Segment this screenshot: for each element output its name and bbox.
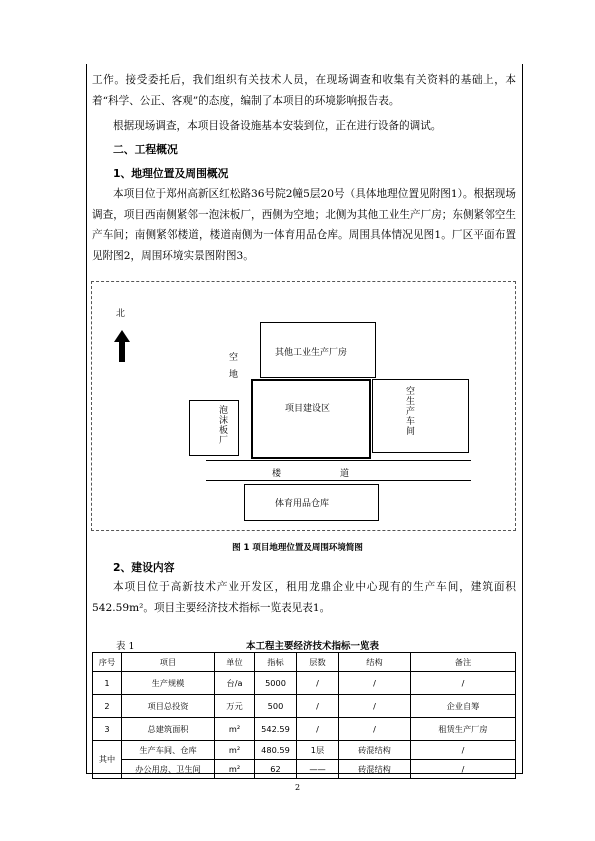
spec-table xyxy=(92,652,516,779)
other-factory-label: 其他工业生产厂房 xyxy=(275,348,348,358)
build-paragraph: 本项目位于高新技术产业开发区，租用龙鼎企业中心现有的生产车间，建筑面积542.59m²。项目主要经济技术指标一览表见表1。 xyxy=(92,581,516,614)
table-cell: 总建筑面积 xyxy=(122,718,215,741)
table-row xyxy=(93,695,516,718)
table-cell: m² xyxy=(215,718,255,741)
table-cell: / xyxy=(411,741,516,760)
table-cell: —— xyxy=(297,760,339,779)
table-cell: 1层 xyxy=(297,741,339,760)
corridor-label-b: 道 xyxy=(340,469,350,479)
project-area-box xyxy=(251,379,371,459)
page-number: 2 xyxy=(294,783,301,792)
sub-label-cell: 其中 xyxy=(93,741,122,779)
table-cell: / xyxy=(339,718,411,741)
site-map xyxy=(91,281,516,531)
table-cell: 砖混结构 xyxy=(339,741,411,760)
corridor-label-a: 楼 xyxy=(272,469,282,479)
header-cell: 项目 xyxy=(122,653,215,672)
table-cell: / xyxy=(411,760,516,779)
table-cell: / xyxy=(297,672,339,695)
table-row xyxy=(93,718,516,741)
table-cell: 500 xyxy=(255,695,297,718)
empty-workshop-label: 空生产车间 xyxy=(404,386,414,436)
header-cell: 序号 xyxy=(93,653,122,672)
other-factory-box xyxy=(260,322,376,378)
header-cell: 层数 xyxy=(297,653,339,672)
table-cell: 1 xyxy=(93,672,122,695)
table-cell: / xyxy=(339,695,411,718)
table-header-row xyxy=(93,653,516,672)
table-cell: 62 xyxy=(255,760,297,779)
table-cell: 5000 xyxy=(255,672,297,695)
header-cell: 结构 xyxy=(339,653,411,672)
table-cell: / xyxy=(297,718,339,741)
section-title: 二、工程概况 xyxy=(113,143,178,156)
project-area-label: 项目建设区 xyxy=(285,404,331,414)
table-cell: 生产车间、仓库 xyxy=(122,741,215,760)
sports-warehouse-label: 体育用品仓库 xyxy=(275,499,330,509)
sports-warehouse-box xyxy=(244,484,379,521)
corridor-bottom-line xyxy=(206,480,471,481)
subsection-build-title: 2、建设内容 xyxy=(113,561,175,574)
table-cell: 3 xyxy=(93,718,122,741)
table-cell: 企业自筹 xyxy=(411,695,516,718)
table-cell: 租赁生产厂房 xyxy=(411,718,516,741)
table-cell: 542.59 xyxy=(255,718,297,741)
table-cell: m² xyxy=(215,760,255,779)
empty-lot-label: 空地 xyxy=(227,352,237,386)
north-label: 北 xyxy=(116,309,126,319)
table-row xyxy=(93,672,516,695)
table-row xyxy=(93,760,516,779)
table-cell: 台/a xyxy=(215,672,255,695)
north-arrow-icon xyxy=(114,330,130,362)
empty-workshop-box xyxy=(372,379,469,453)
table-cell: 生产规模 xyxy=(122,672,215,695)
foam-factory-box xyxy=(189,400,239,456)
table-cell: 办公用房、卫生间 xyxy=(122,760,215,779)
table-cell: m² xyxy=(215,741,255,760)
table-cell: 项目总投资 xyxy=(122,695,215,718)
table-cell: / xyxy=(339,672,411,695)
table-cell: / xyxy=(297,695,339,718)
header-cell: 指标 xyxy=(255,653,297,672)
figure-caption: 图 1 项目地理位置及周围环境简图 xyxy=(232,543,363,553)
table-cell: 2 xyxy=(93,695,122,718)
table-cell: / xyxy=(411,672,516,695)
table-row xyxy=(93,741,516,760)
table-title: 本工程主要经济技术指标一览表 xyxy=(246,641,380,652)
intro-paragraph-1: 工作。接受委托后，我们组织有关技术人员，在现场调查和收集有关资料的基础上，本着“科学、公正、客观”的态度，编制了本项目的环境影响报告表。 xyxy=(92,74,516,107)
intro-paragraph-2: 根据现场调查，本项目设备设施基本安装到位，正在进行设备的调试。 xyxy=(113,120,442,132)
table-label: 表 1 xyxy=(116,641,135,652)
location-paragraph: 本项目位于郑州高新区红松路36号院2幢5层20号（具体地理位置见附图1）。根据现场调查，项目西南侧紧邻一泡沫板厂，西侧为空地；北侧为其他工业生产厂房；东侧紧邻空生产车间；南侧紧邻楼道，楼道南侧为一体育用品仓库。周围具体情况见图1。厂区平面布置见附图2，周围环境实景图附图3。 xyxy=(92,188,516,262)
header-cell: 备注 xyxy=(411,653,516,672)
subsection-location-title: 1、地理位置及周围概况 xyxy=(113,167,229,180)
table-cell: 砖混结构 xyxy=(339,760,411,779)
header-cell: 单位 xyxy=(215,653,255,672)
foam-factory-label: 泡沫板厂 xyxy=(217,405,227,445)
table-cell: 480.59 xyxy=(255,741,297,760)
table-cell: 万元 xyxy=(215,695,255,718)
corridor-top-line xyxy=(206,460,471,461)
